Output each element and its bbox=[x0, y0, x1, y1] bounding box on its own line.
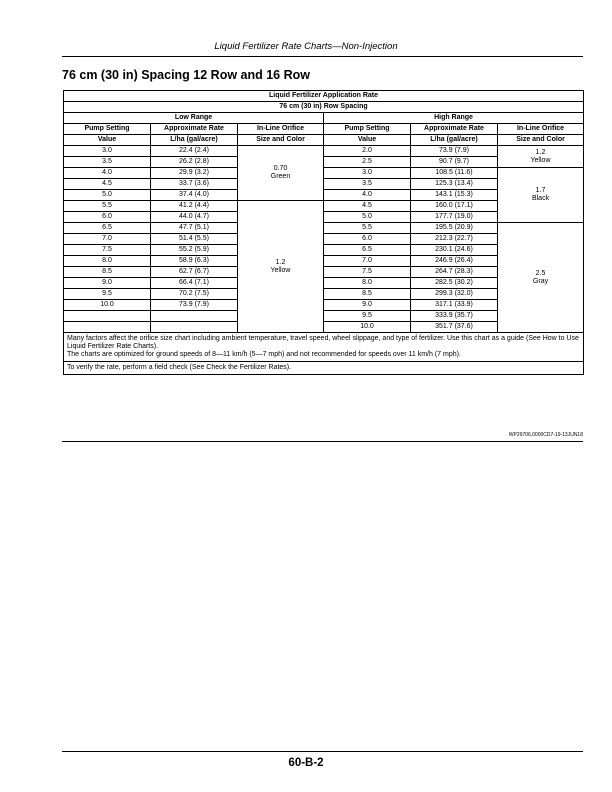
section-title: 76 cm (30 in) Spacing 12 Row and 16 Row bbox=[62, 68, 310, 82]
header-rule bbox=[62, 56, 583, 57]
high-approx-rate: 177.7 (19.0) bbox=[411, 212, 498, 223]
low-approx-rate: 73.9 (7.9) bbox=[151, 300, 238, 311]
orifice-size-color-cell bbox=[238, 146, 324, 201]
high-pump-setting: 3.0 bbox=[324, 168, 411, 179]
orifice-size: 0.70 bbox=[273, 165, 288, 172]
high-approx-rate: 230.1 (24.6) bbox=[411, 245, 498, 256]
low-pump-setting: 3.5 bbox=[64, 157, 151, 168]
high-approx-rate: 212.3 (22.7) bbox=[411, 234, 498, 245]
orifice-size-color-cell bbox=[498, 223, 584, 333]
table-caption: Liquid Fertilizer Application Rate bbox=[64, 91, 584, 102]
high-pump-setting: 2.5 bbox=[324, 157, 411, 168]
low-approx-rate: 29.9 (3.2) bbox=[151, 168, 238, 179]
low-range-header: Low Range bbox=[64, 113, 324, 124]
table-note-field-check: To verify the rate, perform a field check (See Check the Fertilizer Rates). bbox=[64, 362, 584, 375]
low-pump-setting: 7.5 bbox=[64, 245, 151, 256]
low-pump-setting: 3.0 bbox=[64, 146, 151, 157]
orifice-color: Yellow bbox=[270, 266, 291, 274]
high-approx-rate: 73.9 (7.9) bbox=[411, 146, 498, 157]
low-approx-rate: 62.7 (6.7) bbox=[151, 267, 238, 278]
low-approx-rate: 33.7 (3.6) bbox=[151, 179, 238, 190]
high-approx-rate: 299.3 (32.0) bbox=[411, 289, 498, 300]
orifice-color: Green bbox=[270, 173, 291, 180]
high-pump-setting: 9.0 bbox=[324, 300, 411, 311]
low-approx-rate: 66.4 (7.1) bbox=[151, 278, 238, 289]
orifice-color: Black bbox=[531, 195, 550, 202]
low-approx-rate bbox=[151, 322, 238, 333]
low-approx-rate: 58.9 (6.3) bbox=[151, 256, 238, 267]
low-pump-setting: 4.0 bbox=[64, 168, 151, 179]
low-pump-setting: 7.0 bbox=[64, 234, 151, 245]
orifice-size: 1.7 bbox=[535, 187, 546, 194]
high-pump-setting: 4.5 bbox=[324, 201, 411, 212]
low-approx-rate: 47.7 (5.1) bbox=[151, 223, 238, 234]
column-header: In-Line Orifice bbox=[238, 124, 324, 135]
table-note-conditions-text: Many factors affect the orifice size chart including ambient temperature, travel speed, wheel slippage, and type of fertilizer. Use this chart as a guide (See How to Use Liquid Fertilizer Rate Charts). bbox=[67, 335, 579, 350]
high-pump-setting: 6.5 bbox=[324, 245, 411, 256]
high-pump-setting: 5.0 bbox=[324, 212, 411, 223]
low-pump-setting: 9.0 bbox=[64, 278, 151, 289]
orifice-color: Gray bbox=[532, 277, 549, 285]
low-pump-setting: 6.5 bbox=[64, 223, 151, 234]
table-note-conditions bbox=[64, 333, 584, 362]
table-row bbox=[64, 223, 584, 234]
low-approx-rate bbox=[151, 311, 238, 322]
low-pump-setting: 9.5 bbox=[64, 289, 151, 300]
low-pump-setting: 5.0 bbox=[64, 190, 151, 201]
high-pump-setting: 8.0 bbox=[324, 278, 411, 289]
high-pump-setting: 4.0 bbox=[324, 190, 411, 201]
column-header: Approximate Rate bbox=[151, 124, 238, 135]
high-approx-rate: 333.9 (35.7) bbox=[411, 311, 498, 322]
column-header: Pump Setting bbox=[64, 124, 151, 135]
table-note-speeds-text: The charts are optimized for ground speeds of 8—11 km/h (5—7 mph) and not recommended for speeds over 11 km/h (7 mph). bbox=[67, 351, 461, 358]
low-pump-setting bbox=[64, 322, 151, 333]
high-approx-rate: 246.9 (26.4) bbox=[411, 256, 498, 267]
column-subheader: Value bbox=[64, 135, 151, 146]
high-approx-rate: 264.7 (28.3) bbox=[411, 267, 498, 278]
low-pump-setting: 6.0 bbox=[64, 212, 151, 223]
low-pump-setting: 4.5 bbox=[64, 179, 151, 190]
orifice-size-color-cell bbox=[498, 168, 584, 223]
low-pump-setting: 8.0 bbox=[64, 256, 151, 267]
document-code: WP29706,0000CD7-19-13JUN18 bbox=[508, 432, 583, 438]
high-pump-setting: 8.5 bbox=[324, 289, 411, 300]
column-subheader: Value bbox=[324, 135, 411, 146]
high-approx-rate: 143.1 (15.3) bbox=[411, 190, 498, 201]
column-subheader: Size and Color bbox=[498, 135, 584, 146]
footer-rule bbox=[62, 751, 583, 752]
orifice-size: 1.2 bbox=[275, 258, 286, 266]
low-approx-rate: 41.2 (4.4) bbox=[151, 201, 238, 212]
running-header-title: Liquid Fertilizer Rate Charts—Non-Injection bbox=[214, 41, 398, 52]
high-pump-setting: 3.5 bbox=[324, 179, 411, 190]
high-approx-rate: 108.5 (11.6) bbox=[411, 168, 498, 179]
low-approx-rate: 44.0 (4.7) bbox=[151, 212, 238, 223]
low-approx-rate: 51.4 (5.5) bbox=[151, 234, 238, 245]
high-approx-rate: 195.5 (20.9) bbox=[411, 223, 498, 234]
orifice-color: Yellow bbox=[530, 156, 551, 164]
low-approx-rate: 55.2 (5.9) bbox=[151, 245, 238, 256]
column-subheader: L/ha (gal/acre) bbox=[411, 135, 498, 146]
low-pump-setting bbox=[64, 311, 151, 322]
high-pump-setting: 6.0 bbox=[324, 234, 411, 245]
high-approx-rate: 90.7 (9.7) bbox=[411, 157, 498, 168]
column-header: Pump Setting bbox=[324, 124, 411, 135]
table-subcaption: 76 cm (30 in) Row Spacing bbox=[64, 102, 584, 113]
table-row bbox=[64, 168, 584, 179]
low-approx-rate: 37.4 (4.0) bbox=[151, 190, 238, 201]
column-subheader: L/ha (gal/acre) bbox=[151, 135, 238, 146]
low-approx-rate: 22.4 (2.4) bbox=[151, 146, 238, 157]
high-pump-setting: 9.5 bbox=[324, 311, 411, 322]
low-approx-rate: 26.2 (2.8) bbox=[151, 157, 238, 168]
content-end-rule bbox=[62, 441, 583, 442]
orifice-size: 2.5 bbox=[535, 269, 546, 277]
high-approx-rate: 351.7 (37.6) bbox=[411, 322, 498, 333]
orifice-size-color-cell bbox=[498, 146, 584, 168]
low-pump-setting: 10.0 bbox=[64, 300, 151, 311]
high-pump-setting: 10.0 bbox=[324, 322, 411, 333]
high-pump-setting: 7.5 bbox=[324, 267, 411, 278]
orifice-size: 1.2 bbox=[535, 148, 546, 156]
low-approx-rate: 70.2 (7.5) bbox=[151, 289, 238, 300]
high-approx-rate: 317.1 (33.9) bbox=[411, 300, 498, 311]
column-header: Approximate Rate bbox=[411, 124, 498, 135]
orifice-size-color-cell bbox=[238, 201, 324, 333]
low-pump-setting: 8.5 bbox=[64, 267, 151, 278]
high-pump-setting: 7.0 bbox=[324, 256, 411, 267]
high-pump-setting: 2.0 bbox=[324, 146, 411, 157]
high-approx-rate: 160.0 (17.1) bbox=[411, 201, 498, 212]
table-row bbox=[64, 146, 584, 157]
high-approx-rate: 125.3 (13.4) bbox=[411, 179, 498, 190]
column-header: In-Line Orifice bbox=[498, 124, 584, 135]
column-subheader: Size and Color bbox=[238, 135, 324, 146]
high-approx-rate: 282.5 (30.2) bbox=[411, 278, 498, 289]
low-pump-setting: 5.5 bbox=[64, 201, 151, 212]
liquid-fertilizer-rate-table bbox=[63, 90, 584, 375]
high-pump-setting: 5.5 bbox=[324, 223, 411, 234]
page-number: 60-B-2 bbox=[288, 757, 324, 769]
high-range-header: High Range bbox=[324, 113, 584, 124]
